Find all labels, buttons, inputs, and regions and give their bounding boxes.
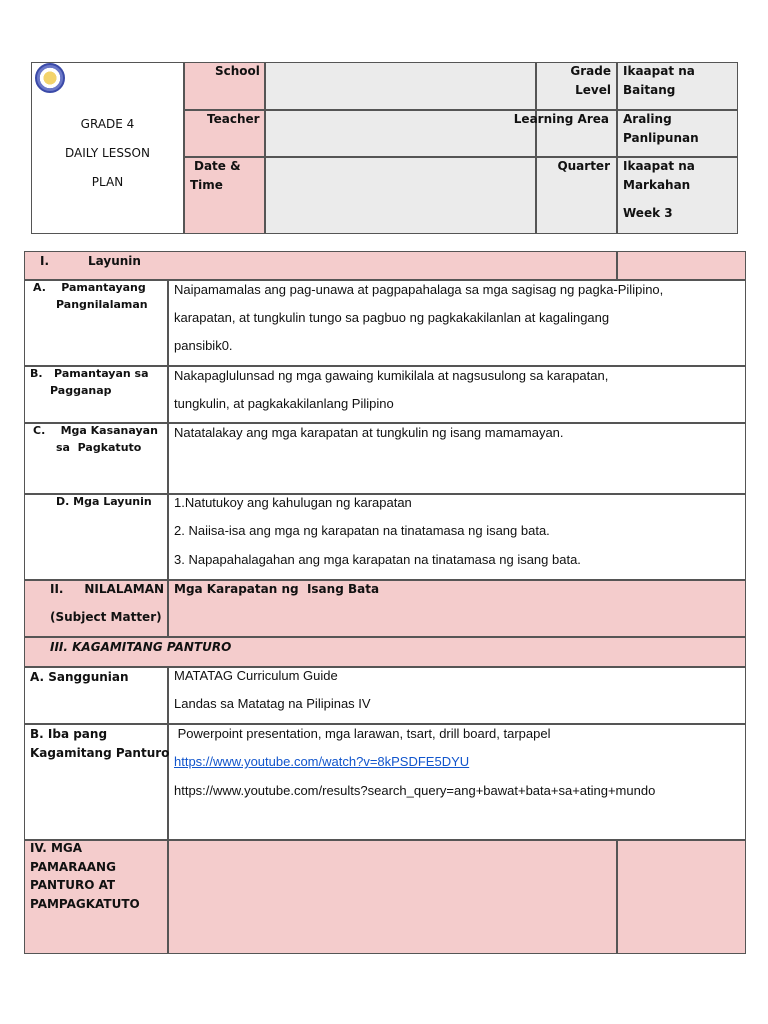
row-d-line-1: 1.Natutukoy ang kahulugan ng karapatan <box>174 495 412 510</box>
grade-label: GRADE 4 <box>80 117 135 131</box>
week-label: Week 3 <box>623 206 673 220</box>
pamaraang-line-3: PANTURO AT <box>30 878 116 892</box>
layunin-title: Layunin <box>88 254 141 268</box>
pamaraang-line-1: IV. MGA <box>30 841 83 855</box>
pamaraang-line-4: PAMPAGKATUTO <box>30 897 140 911</box>
row-d-line-2: 2. Naiisa-isa ang mga ng karapatan na tinatamasa ng isang bata. <box>174 523 550 538</box>
sanggunian-line-2: Landas sa Matatag na Pilipinas IV <box>174 696 371 711</box>
daily-lesson-label: DAILY LESSON <box>65 146 150 160</box>
date-label-1: Date & <box>194 159 241 173</box>
youtube-link[interactable]: https://www.youtube.com/watch?v=8kPSDFE5DYU <box>174 754 470 769</box>
iba-pang-line-3: https://www.youtube.com/results?search_query=ang+bawat+bata+sa+ating+mundo <box>174 783 656 798</box>
row-d-line-3: 3. Napapahalagahan ang mga karapatan na tinatamasa ng isang bata. <box>174 552 581 567</box>
row-a-line-3: pansibik0. <box>174 338 233 353</box>
row-a-label-1: A. Pamantayang <box>33 281 146 294</box>
quarter-value-2: Markahan <box>623 178 691 192</box>
plan-label: PLAN <box>91 175 124 189</box>
row-b-label-1: B. Pamantayan sa <box>30 367 149 380</box>
grade-level-value-2: Baitang <box>623 83 676 97</box>
row-a-line-2: karapatan, at tungkulin tungo sa pagbuo ng pagkakakilanlan at kagalingang <box>174 310 610 325</box>
nilalaman-value: Mga Karapatan ng Isang Bata <box>174 582 380 596</box>
row-c-label-1: C. Mga Kasanayan <box>33 424 158 437</box>
date-value-cell[interactable] <box>265 157 536 234</box>
grade-level-value-1: Ikaapat na <box>623 64 695 78</box>
row-b-line-1: Nakapaglulunsad ng mga gawaing kumikilala at nagsusulong sa karapatan, <box>174 368 609 383</box>
pamaraang-line-2: PAMARAANG <box>30 860 116 874</box>
nilalaman-label-1: II. NILALAMAN <box>50 582 165 596</box>
row-d-label: D. Mga Layunin <box>56 495 152 508</box>
quarter-value-1: Ikaapat na <box>623 159 695 173</box>
row-c-label-2: sa Pagkatuto <box>56 441 142 454</box>
quarter-label: Quarter <box>557 159 610 173</box>
iba-pang-line-1: Powerpoint presentation, mga larawan, tsart, drill board, tarpapel <box>174 726 551 741</box>
pamaraang-side-cell <box>617 840 746 954</box>
learning-area-label: Learning Area <box>513 112 609 126</box>
school-value-cell[interactable] <box>265 62 536 110</box>
row-b-label-2: Pagganap <box>50 384 112 397</box>
layunin-num: I. <box>40 254 50 268</box>
school-label: School <box>215 64 260 78</box>
row-b-line-2: tungkulin, at pagkakakilanlang Pilipino <box>174 396 394 411</box>
iba-pang-label-2: Kagamitang Panturo <box>30 746 170 760</box>
deped-seal-icon <box>35 63 65 93</box>
row-c-line-1: Natatalakay ang mga karapatan at tungkulin ng isang mamamayan. <box>174 425 564 440</box>
pamaraang-content-cell <box>168 840 617 954</box>
iba-pang-label-1: B. Iba pang <box>30 727 108 741</box>
sanggunian-line-1: MATATAG Curriculum Guide <box>174 668 338 683</box>
row-a-line-1: Naipamamalas ang pag-unawa at pagpapahalaga sa mga sagisag ng pagka-Pilipino, <box>174 282 664 297</box>
nilalaman-label-2: (Subject Matter) <box>50 610 162 624</box>
sanggunian-label: A. Sanggunian <box>30 670 129 684</box>
row-a-label-2: Pangnilalaman <box>56 298 148 311</box>
grade-level-label: Grade Level <box>570 64 611 97</box>
teacher-label: Teacher <box>207 112 260 126</box>
date-label-2: Time <box>190 178 223 192</box>
learning-area-value-2: Panlipunan <box>623 131 699 145</box>
learning-area-value-1: Araling <box>623 112 672 126</box>
kagamitan-title: III. KAGAMITANG PANTURO <box>50 640 232 654</box>
